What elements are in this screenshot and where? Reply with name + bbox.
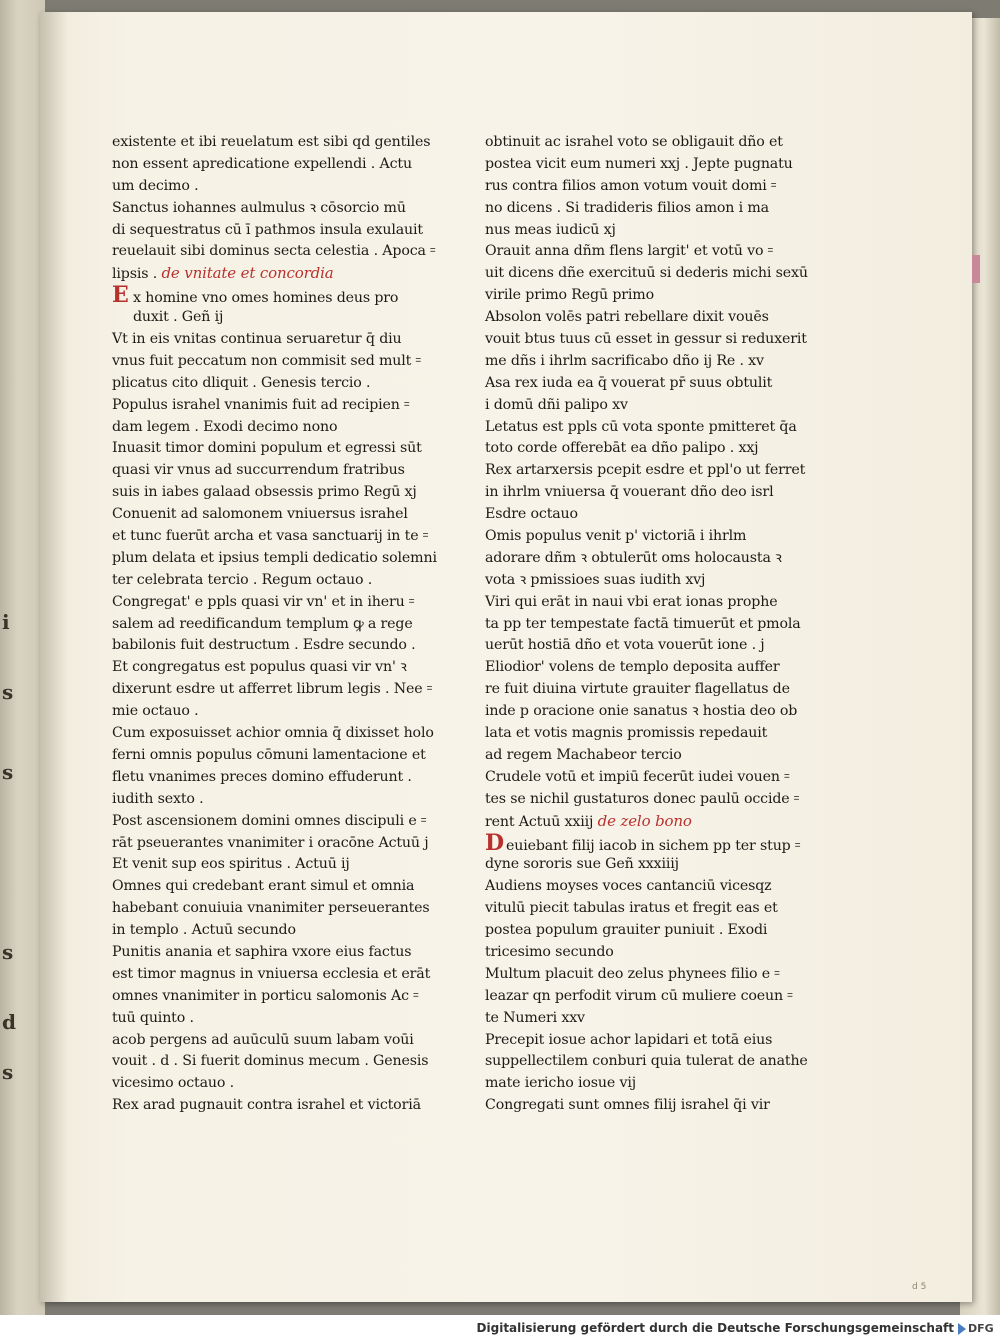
right-text-column: [485, 132, 820, 1117]
text-line: nus meas iudicū xj: [485, 221, 616, 238]
text-line: Asa rex iuda ea q̄ vouerat pr̄ suus obtulit: [485, 374, 773, 391]
text-fragment: euiebant filij iacob in sichem pp ter stup ꞊: [506, 837, 801, 854]
text-fragment: lipsis .: [112, 266, 158, 283]
text-line: fletu vnanimes preces domino effuderunt .: [112, 768, 412, 785]
dfg-arrow-icon: [958, 1323, 966, 1335]
text-line: salem ad reedificandum templum ꝙ a rege: [112, 615, 413, 632]
decorated-initial: E: [112, 282, 129, 309]
text-line: vicesimo octauo .: [112, 1075, 235, 1092]
text-line: vota ꝛ pmissioes suas iudith xvj: [485, 571, 706, 588]
text-line: inde p oracione onie sanatus ꝛ hostia deo ob: [485, 703, 798, 720]
text-line: plicatus cito dliquit . Genesis tercio .: [112, 374, 371, 391]
text-line: Populus israhel vnanimis fuit ad recipien ꞊: [112, 396, 410, 413]
text-line: plum delata et ipsius templi dedicatio solemni: [112, 549, 437, 566]
facing-page-edge: i s s s d s: [0, 0, 45, 1315]
text-line: Letatus est ppls cū vota sponte pmitteret q̄a: [485, 418, 797, 435]
text-line: um decimo .: [112, 177, 199, 194]
text-line: suppellectilem conburi quia tulerat de anathe: [485, 1053, 808, 1070]
text-line: tricesimo secundo: [485, 943, 614, 960]
text-line: [112, 307, 447, 329]
text-line: Crudele votū et impiū fecerūt iudei vouen ꞊: [485, 768, 790, 785]
folio-signature: d 5: [912, 1282, 927, 1292]
text-line: babilonis fuit destructum . Esdre secundo .: [112, 637, 416, 654]
text-line: di sequestratus cū ī pathmos insula exulauit: [112, 221, 423, 238]
text-line: [112, 282, 447, 309]
text-line: adorare dñm ꝛ obtulerūt oms holocausta ꝛ: [485, 549, 782, 566]
text-line: non essent apredicatione expellendi . Actu: [112, 155, 412, 172]
text-line: Cum exposuisset achior omnia q̄ dixisset holo: [112, 725, 434, 742]
text-line: Et congregatus est populus quasi vir vn' ꝛ: [112, 659, 407, 676]
text-line: ter celebrata tercio . Regum octauo .: [112, 571, 373, 588]
text-line: reuelauit sibi dominus secta celestia . Apoca ꞊: [112, 243, 436, 260]
text-line: Omnes qui credebant erant simul et omnia: [112, 878, 415, 895]
text-line: et tunc fuerūt archa et vasa sanctuarij in te ꞊: [112, 528, 428, 545]
text-line: rus contra filios amon votum vouit domi ꞊: [485, 177, 777, 194]
text-line: iudith sexto .: [112, 790, 204, 807]
text-line: Congregat' e ppls quasi vir vn' et in iheru ꞊: [112, 593, 415, 610]
text-line: Conuenit ad salomonem vniuersus israhel: [112, 506, 408, 523]
text-line: Vt in eis vnitas continua seruaretur q̄ diu: [112, 331, 402, 348]
text-line: in ihrlm vniuersa q̄ vouerant dño deo isrl: [485, 484, 774, 501]
manuscript-page: [40, 12, 972, 1302]
text-line: ferni omnis populus cōmuni lamentacione et: [112, 746, 426, 763]
text-line: vitulū piecit tabulas iratus et fregit eas et: [485, 900, 778, 917]
text-line: Et venit sup eos spiritus . Actuū ij: [112, 856, 350, 873]
text-line: Inuasit timor domini populum et egressi sūt: [112, 440, 422, 457]
text-line: rāt pseuerantes vnanimiter i oracōne Actuū j: [112, 834, 429, 851]
red-bookmark: [972, 255, 980, 283]
text-line: existente et ibi reuelatum est sibi qd gentiles: [112, 134, 431, 150]
text-line: me dñs i ihrlm sacrificabo dño ij Re . xv: [485, 352, 764, 369]
text-line: Audiens moyses voces cantanciū vicesqz: [485, 878, 772, 895]
text-line: obtinuit ac israhel voto se obligauit dño et: [485, 134, 783, 150]
dfg-logo[interactable]: [958, 1319, 996, 1338]
text-fragment: rent Actuū xxiij: [485, 813, 594, 830]
text-line: [485, 811, 820, 833]
text-line: uit dicens dñe exercituū si dederis michi sexū: [485, 265, 808, 282]
text-line: virile primo Regū primo: [485, 287, 654, 304]
text-line: mate iericho iosue vij: [485, 1075, 636, 1092]
text-line: vouit . d . Si fuerit dominus mecum . Genesis: [112, 1053, 429, 1070]
text-line: Omis populus venit p' victoriā i ihrlm: [485, 528, 747, 545]
text-line: in templo . Actuū secundo: [112, 922, 296, 939]
text-line: dyne sororis sue Geñ xxxiiij: [485, 856, 679, 873]
rubric-heading: de vnitate et concordia: [161, 264, 334, 283]
text-line: vnus fuit peccatum non commisit sed mult ꞊: [112, 352, 421, 369]
text-line: Rex arad pugnauit contra israhel et victoriā: [112, 1097, 421, 1114]
text-line: postea populum grauiter puniuit . Exodi: [485, 922, 768, 939]
text-line: Post ascensionem domini omnes discipuli e ꞊: [112, 812, 427, 829]
text-line: est timor magnus in vniuersa ecclesia et erāt: [112, 965, 431, 982]
text-line: re fuit diuina virtute grauiter flagellatus de: [485, 681, 790, 698]
funding-credit: Digitalisierung gefördert durch die Deutsche Forschungsgemeinschaft: [476, 1321, 954, 1335]
text-line: no dicens . Si tradideris filios amon i ma: [485, 199, 769, 216]
text-line: tuū quinto .: [112, 1009, 194, 1026]
text-line: dixerunt esdre ut afferret librum legis . Nee ꞊: [112, 681, 432, 698]
left-text-column: [112, 132, 447, 1117]
text-line: omnes vnanimiter in porticu salomonis Ac ꞊: [112, 987, 419, 1004]
text-line: uerūt hostiā dño et vota vouerūt ione . j: [485, 637, 765, 654]
text-line: mie octauo .: [112, 703, 199, 720]
text-line: leazar qn perfodit virum cū muliere coeun ꞊: [485, 987, 793, 1004]
text-line: Rex artarxersis pcepit esdre et ppl'o ut ferret: [485, 462, 806, 479]
text-line: Esdre octauo: [485, 506, 578, 523]
footer-bar: [0, 1315, 1000, 1342]
text-line: Sanctus iohannes aulmulus ꝛ cōsorcio mū: [112, 199, 406, 216]
text-line: Absolon volēs patri rebellare dixit vouēs: [485, 309, 769, 326]
text-line: Orauit anna dñm flens largit' et votū vo ꞊: [485, 243, 773, 260]
text-line: Congregati sunt omnes filij israhel q̄i vir: [485, 1097, 770, 1114]
text-line: Precepit iosue achor lapidari et totā eius: [485, 1031, 773, 1048]
text-line: acob pergens ad auūculū suum labam voūi: [112, 1031, 414, 1048]
text-fragment: x homine vno omes homines deus pro: [133, 290, 399, 307]
text-line: Eliodior' volens de templo deposita auffer: [485, 659, 780, 676]
decorated-initial: D: [485, 829, 504, 856]
text-line: Punitis anania et saphira vxore eius factus: [112, 943, 412, 960]
text-line: habebant conuiuia vnanimiter perseuerantes: [112, 900, 430, 917]
text-line: suis in iabes galaad obsessis primo Regū xj: [112, 484, 417, 501]
text-line: [112, 263, 447, 285]
text-line: ad regem Machabeor tercio: [485, 746, 682, 763]
text-line: lata et votis magnis promissis repedauit: [485, 725, 768, 742]
text-line: vouit btus tuus cū esset in gessur si reduxerit: [485, 331, 807, 348]
text-fragment: duxit . Geñ ij: [133, 309, 224, 326]
text-line: quasi vir vnus ad succurrendum fratribus: [112, 462, 405, 479]
rubric-heading: de zelo bono: [597, 811, 692, 830]
text-line: dam legem . Exodi decimo nono: [112, 418, 338, 435]
text-line: i domū dñi palipo xv: [485, 396, 628, 413]
text-line: Viri qui erāt in naui vbi erat ionas prophe: [485, 593, 778, 610]
dfg-logo-text: DFG: [968, 1322, 994, 1335]
text-line: postea vicit eum numeri xxj . Jepte pugnatu: [485, 155, 793, 172]
text-line: Multum placuit deo zelus phynees filio e ꞊: [485, 965, 780, 982]
text-line: te Numeri xxv: [485, 1009, 585, 1026]
text-line: tes se nichil gustaturos donec paulū occide ꞊: [485, 790, 799, 807]
text-line: toto corde offerebāt ea dño palipo . xxj: [485, 440, 759, 457]
page-gutter-shadow: [40, 12, 68, 1302]
text-line: [485, 829, 820, 856]
text-line: ta pp ter tempestate factā timuerūt et pmola: [485, 615, 801, 632]
